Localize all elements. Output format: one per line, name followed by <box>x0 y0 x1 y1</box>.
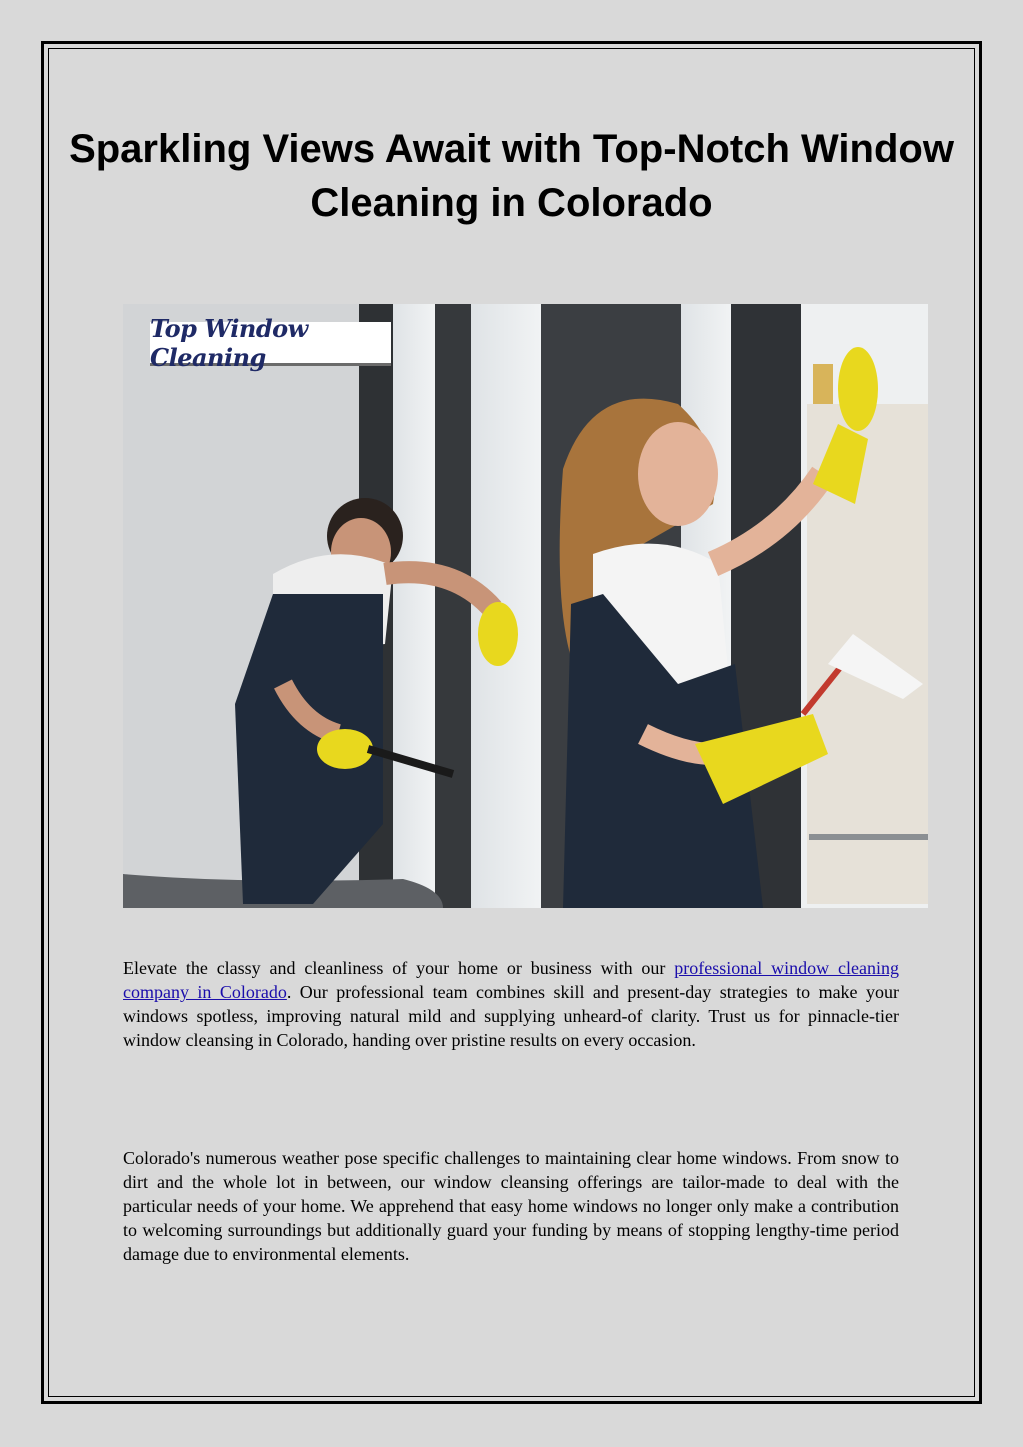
intro-text-before-link: Elevate the classy and cleanliness of your home or business with our <box>123 958 675 978</box>
photo-illustration <box>123 304 928 908</box>
company-logo: Top Window Cleaning <box>150 322 391 366</box>
document-title: Sparkling Views Await with Top-Notch Window Cleaning in Colorado <box>69 127 954 225</box>
service-link[interactable]: professional window cleaning company in Colorado <box>123 958 899 1002</box>
intro-paragraph <box>123 956 899 1052</box>
intro-text-after-link: . Our professional team combines skill and present-day strategies to make your windows spotless, improving natural mild and supplying unheard-of clarity. Trust us for pinnacle-tier window cleansing in Colorado, handing over pristine results on every occasion. <box>123 982 899 1050</box>
weather-paragraph: Colorado's numerous weather pose specific challenges to maintaining clear home windows. From snow to dirt and the whole lot in between, our window cleansing offerings are tailor-made to deal with the particular needs of your home. We apprehend that easy home windows no longer only make a contribution to welcoming surroundings but additionally guard your funding by means of stopping lengthy-time period damage due to environmental elements. <box>123 1148 899 1264</box>
window-cleaning-photo <box>123 304 928 908</box>
